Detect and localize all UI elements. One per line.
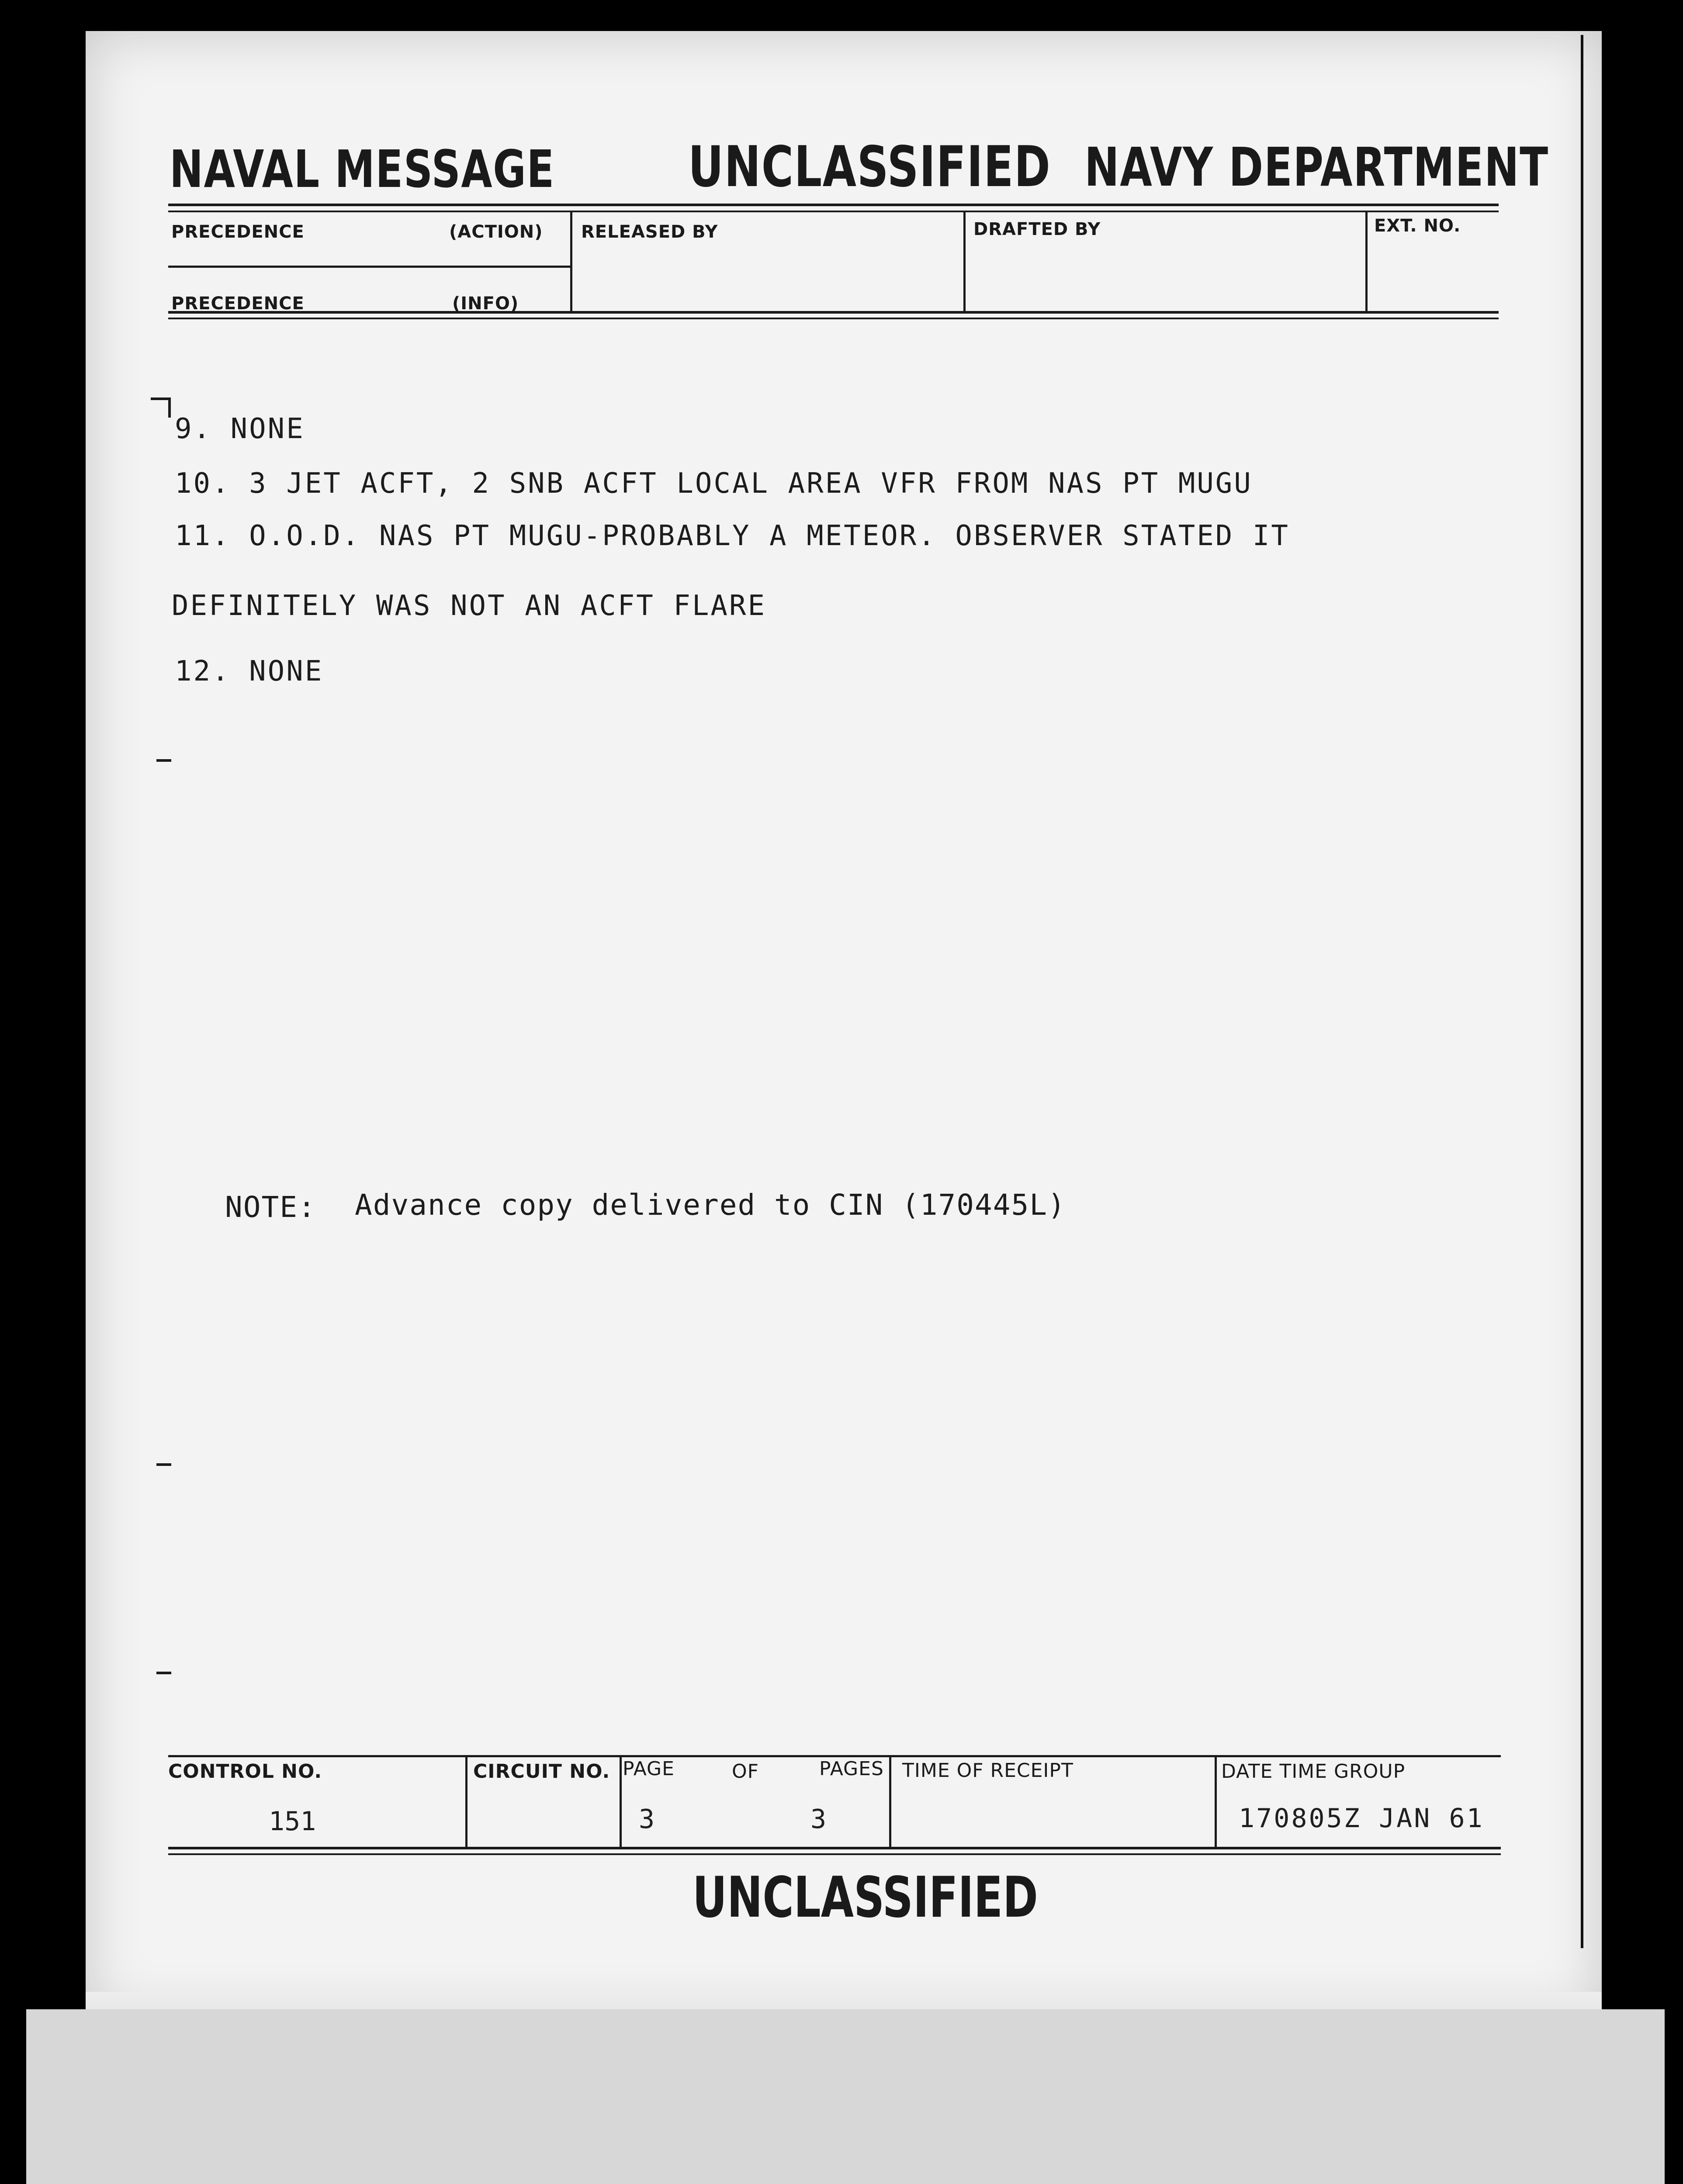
action-label: (ACTION) [449, 222, 543, 242]
time-of-receipt-label: TIME OF RECEIPT [902, 1759, 1074, 1782]
header-rule-bottom-2 [168, 318, 1499, 319]
underlying-page-lower [0, 2009, 1683, 2184]
scan-margin-left [0, 2009, 26, 2184]
precedence-info-label: PRECEDENCE [171, 294, 305, 314]
body-line-10: 10. 3 JET ACFT, 2 SNB ACFT LOCAL AREA VFR FROM NAS PT MUGU [175, 467, 1253, 500]
footer-rule-bottom-2 [168, 1853, 1501, 1855]
pages-value: 3 [810, 1804, 827, 1835]
document-page [86, 31, 1602, 2018]
header-rule-top [168, 204, 1499, 206]
margin-tick [156, 1672, 171, 1674]
date-time-group-label: DATE TIME GROUP [1221, 1760, 1406, 1783]
note-label: NOTE: [225, 1190, 316, 1224]
body-line-12: 12. NONE [175, 655, 324, 688]
header-rule-top-2 [168, 211, 1499, 212]
precedence-action-label: PRECEDENCE [171, 222, 305, 242]
released-by-label: RELEASED BY [581, 222, 718, 242]
control-no-value: 151 [269, 1806, 316, 1837]
scan-margin-right [1665, 2009, 1683, 2184]
margin-corner-mark [151, 397, 171, 418]
classification-footer: UNCLASSIFIED [693, 1865, 1038, 1930]
footer-col-divider-2 [620, 1757, 622, 1847]
footer-col-divider-4 [1215, 1757, 1217, 1847]
header-col-divider-3 [1365, 212, 1368, 311]
pages-label: PAGES [819, 1758, 884, 1780]
control-no-label: CONTROL NO. [168, 1760, 322, 1783]
footer-col-divider-1 [465, 1757, 468, 1847]
classification-header: UNCLASSIFIED [688, 135, 1051, 200]
page-value: 3 [639, 1804, 655, 1835]
footer-rule-top [168, 1755, 1501, 1757]
header-col-divider-1 [570, 212, 572, 311]
drafted-by-label: DRAFTED BY [973, 219, 1101, 239]
footer-rule-bottom [168, 1847, 1501, 1849]
page-edge [1581, 35, 1583, 1948]
circuit-no-label: CIRCUIT NO. [473, 1760, 610, 1783]
body-line-11: 11. O.O.D. NAS PT MUGU-PROBABLY A METEOR. OBSERVER STATED IT [175, 520, 1290, 552]
info-label: (INFO) [452, 294, 519, 314]
note-text: Advance copy delivered to CIN (170445L) [355, 1188, 1066, 1222]
date-time-group-value: 170805Z JAN 61 [1239, 1803, 1484, 1834]
body-line-11-cont: DEFINITELY WAS NOT AN ACFT FLARE [172, 590, 766, 622]
margin-tick [156, 1463, 171, 1466]
navy-department-title: NAVY DEPARTMENT [1084, 136, 1549, 198]
page-label: PAGE [623, 1758, 675, 1780]
footer-col-divider-3 [889, 1757, 891, 1847]
naval-message-title: NAVAL MESSAGE [170, 139, 555, 199]
header-rule-bottom [168, 311, 1499, 314]
body-line-9: 9. NONE [175, 413, 305, 445]
header-col-divider-2 [963, 212, 966, 311]
of-label: OF [732, 1760, 759, 1783]
ext-no-label: EXT. NO. [1374, 216, 1461, 236]
margin-tick [156, 759, 171, 762]
precedence-divider [168, 266, 570, 268]
